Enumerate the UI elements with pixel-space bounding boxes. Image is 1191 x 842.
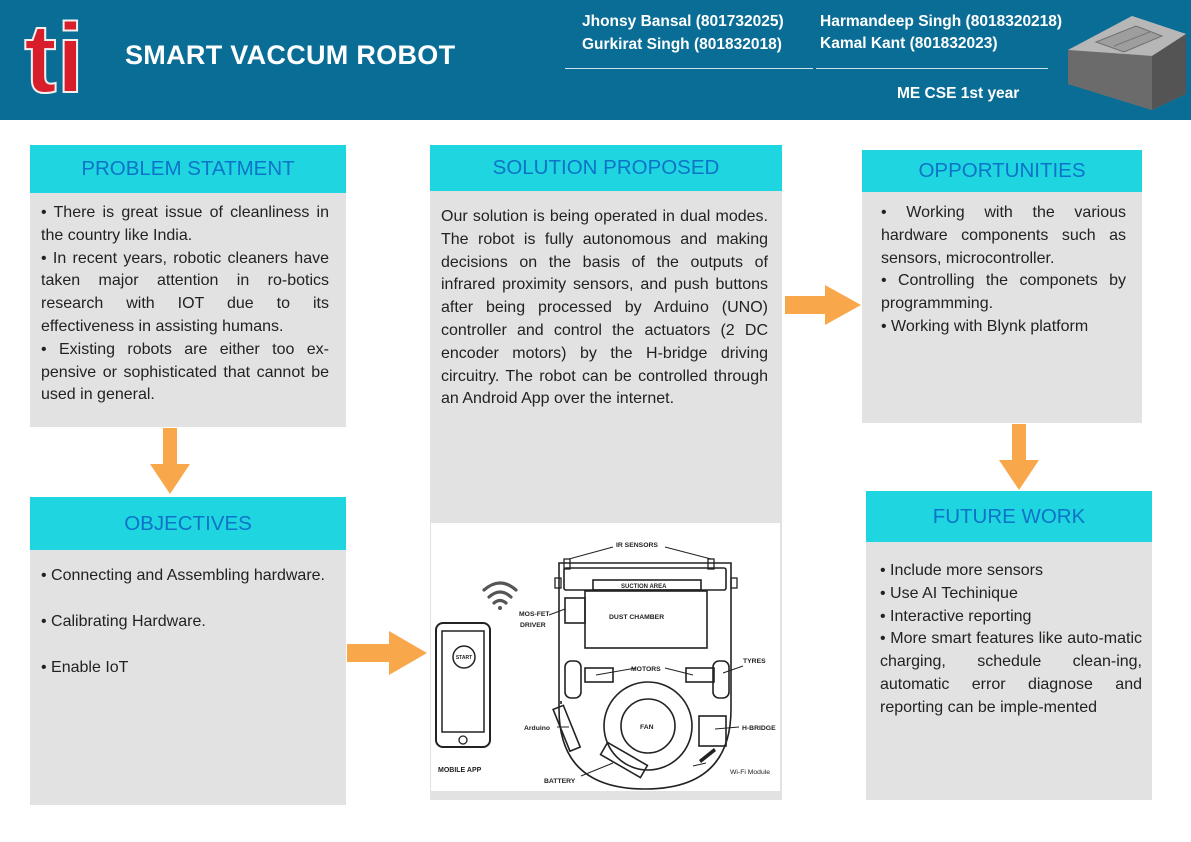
start-button: START (455, 655, 473, 661)
motor-right (686, 668, 714, 682)
mobile-phone-icon (436, 623, 490, 747)
battery (601, 742, 648, 777)
opportunities-text (881, 202, 1126, 339)
tyre-left (565, 661, 581, 698)
list-item: • Include more sensors (880, 562, 1044, 579)
label-fan: FAN (640, 724, 654, 731)
objectives-heading: OBJECTIVES (30, 497, 346, 550)
arrow-right-icon (347, 631, 427, 675)
robot-diagram (431, 523, 780, 791)
author-1: Jhonsy Bansal (801732025) (582, 13, 784, 30)
solution-heading: SOLUTION PROPOSED (430, 145, 782, 191)
list-item: • More smart features like auto-matic charging, schedule clean-ing, automatic error diagnose and reporting can be imple-mented (880, 630, 1142, 716)
problem-card (30, 145, 346, 427)
solution-text: Our solution is being operated in dual modes. The robot is fully autonomous and making decisions on the basis of the outputs of infrared proximity sensors, and push buttons after being processed by Arduino (UNO) controller and control the actuators (2 DC encoder motors) by the H-bridge driving circuitry. The robot can be controlled through an Android App over the internet. (441, 208, 768, 408)
label-dust-chamber: DUST CHAMBER (609, 614, 665, 621)
author-3: Harmandeep Singh (8018320218) (820, 13, 1063, 30)
mobile-app-label: MOBILE APP (438, 767, 482, 774)
label-battery: BATTERY (544, 778, 576, 785)
label-mosfet: MOS-FET (519, 611, 550, 618)
problem-heading: PROBLEM STATMENT (30, 145, 346, 193)
wifi-module (699, 748, 716, 763)
course-year: ME CSE 1st year (897, 85, 1020, 102)
header-banner (0, 0, 1191, 120)
list-item: • Connecting and Assembling hardware. (41, 567, 325, 584)
list-item: • Existing robots are either too ex-pensive or sophisticated that cannot be used in general. (41, 340, 329, 404)
objectives-text (41, 565, 329, 679)
future-work-card (866, 491, 1152, 800)
label-arduino: Arduino (524, 725, 551, 732)
label-wifi-module: Wi-Fi Module (730, 769, 771, 776)
label-driver: DRIVER (520, 622, 546, 629)
objectives-card (30, 497, 346, 805)
future-work-heading: FUTURE WORK (866, 491, 1152, 542)
list-item: • Working with Blynk platform (881, 317, 1089, 335)
wifi-icon (484, 583, 516, 610)
list-item: • Enable IoT (41, 658, 129, 676)
tyre-right (713, 661, 729, 698)
mosfet-driver (565, 598, 585, 623)
arrow-right-icon (785, 285, 861, 325)
arduino-board (553, 705, 580, 751)
divider-line (816, 68, 1048, 69)
problem-text (41, 202, 329, 407)
robot-photo (1058, 12, 1186, 112)
list-item: • Use AI Techinique (880, 584, 1018, 602)
author-2: Gurkirat Singh (801832018) (582, 36, 782, 53)
list-item: • Calibrating Hardware. (41, 612, 206, 630)
label-motors: MOTORS (631, 666, 661, 673)
opportunities-card (862, 150, 1142, 423)
list-item: • In recent years, robotic cleaners have taken major attention in ro-botics research with IOT due to its effectiveness in assisting humans. (41, 249, 329, 335)
ti-logo (18, 10, 90, 102)
arrow-down-icon (150, 428, 190, 494)
label-suction-area: SUCTION AREA (621, 584, 667, 590)
list-item: • There is great issue of cleanliness in the country like India. (41, 204, 329, 244)
motor-left (585, 668, 613, 682)
h-bridge (699, 716, 726, 746)
label-ir-sensors: IR SENSORS (616, 542, 658, 549)
arrow-down-icon (999, 424, 1039, 490)
divider-line (565, 68, 813, 69)
svg-text:ti: ti (24, 10, 84, 102)
label-h-bridge: H-BRIDGE (742, 725, 776, 732)
opportunities-heading: OPPORTUNITIES (862, 150, 1142, 192)
future-work-text (880, 560, 1142, 720)
poster-title: SMART VACCUM ROBOT (125, 40, 456, 70)
list-item: • Interactive reporting (880, 607, 1032, 625)
list-item: • Controlling the componets by programmming. (881, 272, 1126, 313)
author-4: Kamal Kant (801832023) (820, 35, 998, 52)
label-tyres: TYRES (743, 658, 766, 665)
list-item: • Working with the various hardware components such as sensors, microcontroller. (881, 204, 1126, 267)
